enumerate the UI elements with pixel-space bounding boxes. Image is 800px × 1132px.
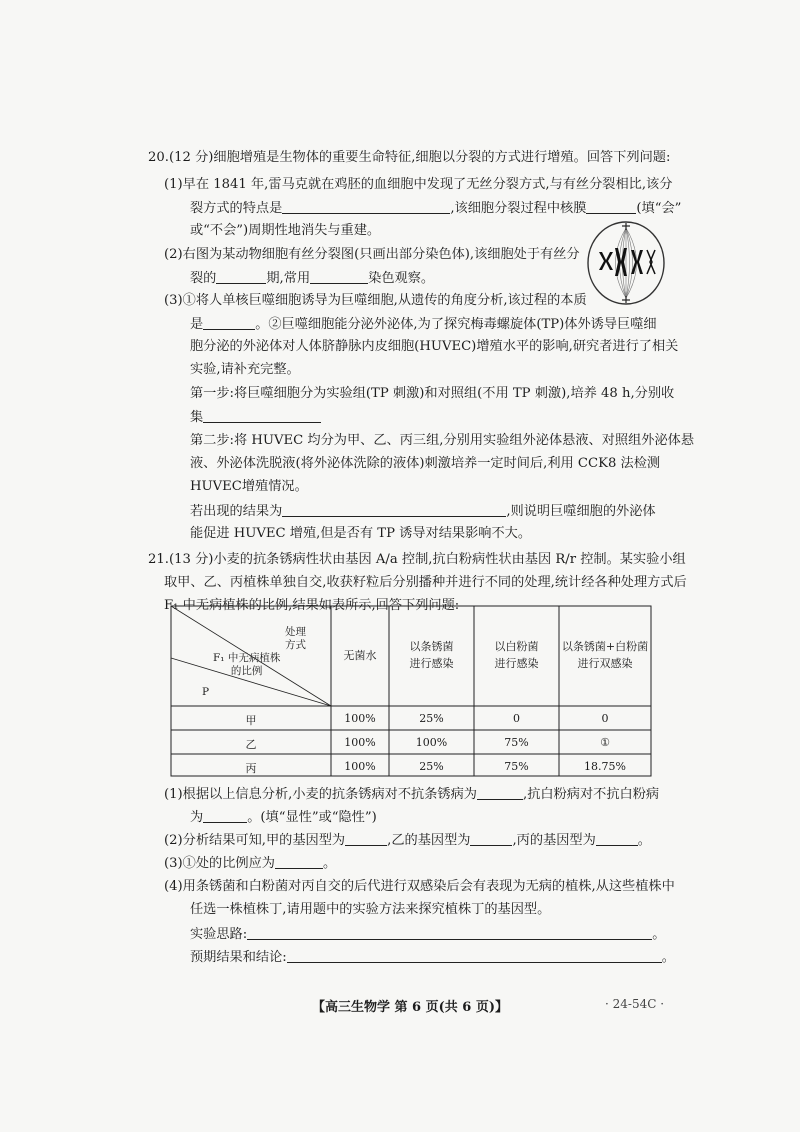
q20-part3-line4: 实验,请补充完整。	[190, 362, 300, 377]
answer-blank[interactable]	[282, 502, 506, 517]
answer-blank[interactable]	[203, 808, 247, 823]
answer-blank[interactable]	[203, 315, 255, 330]
q21-part4-idea: 实验思路: 。	[190, 927, 666, 942]
q21-part4-line1: (4)用条锈菌和白粉菌对丙自交的后代进行双感染后会有表现为无病的植株,从这些植株中	[164, 879, 675, 894]
q20-part1-line2: 裂方式的特点是 ,该细胞分裂过程中核膜 (填“会”	[190, 201, 682, 216]
q21-part1-line1: (1)根据以上信息分析,小麦的抗条锈病对不抗条锈病为 ,抗白粉病对不抗白粉病	[164, 787, 660, 802]
q20-part3-line2: 是 。②巨噬细胞能分泌外泌体,为了探究梅毒螺旋体(TP)体外诱导巨噬细	[190, 317, 657, 332]
q20-step2-line2: 液、外泌体洗脱液(将外泌体洗除的液体)刺激培养一定时间后,利用 CCK8 法检测	[190, 456, 661, 471]
table-cell: 18.75%	[584, 760, 626, 773]
table-cell: 25%	[419, 760, 444, 773]
diag-header-parent: P	[202, 686, 210, 698]
answer-blank[interactable]	[275, 854, 323, 869]
paper-code: · 24-54C ·	[605, 997, 665, 1011]
q20-step2-line3: HUVEC增殖情况。	[190, 479, 308, 494]
answer-blank[interactable]	[216, 269, 266, 284]
answer-blank[interactable]	[586, 199, 636, 214]
answer-blank[interactable]	[596, 831, 638, 846]
page-footer: 【高三生物学 第 6 页(共 6 页)】	[312, 1000, 509, 1015]
q20-part2-line1: (2)右图为某动物细胞有丝分裂图(只画出部分染色体),该细胞处于有丝分	[164, 247, 580, 262]
answer-blank[interactable]	[470, 831, 512, 846]
table-cell: 0	[513, 712, 520, 725]
table-cell: 100%	[344, 760, 376, 773]
q20-step1-line2: 集	[190, 408, 321, 427]
q20-step1-line1: 第一步:将巨噬细胞分为实验组(TP 刺激)和对照组(不用 TP 刺激),培养 48 h,分别收	[190, 386, 675, 401]
q21-part1-line2: 为 。(填“显性”或“隐性”)	[190, 810, 377, 825]
q20-part1-line1: (1)早在 1841 年,雷马克就在鸡胚的血细胞中发现了无丝分裂方式,与有丝分裂相比,该分	[164, 177, 673, 192]
row-label: 乙	[245, 738, 257, 751]
q20-part3-line3: 胞分泌的外泌体对人体脐静脉内皮细胞(HUVEC)增殖水平的影响,研究者进行了相关	[190, 339, 679, 354]
table-cell: 0	[601, 712, 609, 725]
q20-part1-line3: 或“不会”)周期性地消失与重建。	[190, 223, 381, 238]
table-cell: 75%	[504, 736, 529, 749]
q20-step2-line1: 第二步:将 HUVEC 均分为甲、乙、丙三组,分别用实验组外泌体悬液、对照组外泌体悬	[190, 433, 695, 448]
diag-header-ratio: F₁ 中无病植株 的比例	[213, 652, 281, 677]
table-cell: 100%	[344, 736, 376, 749]
q20-part2-line2: 裂的 期,常用 染色观察。	[190, 271, 435, 286]
table-cell: 100%	[415, 736, 448, 749]
answer-blank[interactable]	[282, 199, 450, 214]
row-label: 丙	[245, 762, 257, 775]
table-cell: 100%	[344, 712, 376, 725]
answer-line[interactable]	[287, 948, 662, 963]
row-label: 甲	[245, 714, 257, 727]
q21-part3: (3)①处的比例应为 。	[164, 856, 337, 871]
q21-intro-line2: 取甲、乙、丙植株单独自交,收获籽粒后分别播种并进行不同的处理,统计经各种处理方式后	[164, 575, 687, 590]
mitosis-cell-figure	[585, 220, 667, 306]
col-header: 无菌水	[343, 649, 377, 662]
q20-result-line2: 能促进 HUVEC 增殖,但是否有 TP 诱导对结果影响不大。	[190, 526, 532, 541]
diag-header-treatment: 处理 方式	[285, 626, 306, 651]
col-header: 以白粉菌 进行感染	[494, 640, 539, 670]
q21-part2: (2)分析结果可知,甲的基因型为 ,乙的基因型为 ,丙的基因型为 。	[164, 833, 651, 848]
q20-part3-line1: (3)①将人单核巨噬细胞诱导为巨噬细胞,从遗传的角度分析,该过程的本质	[164, 293, 587, 308]
q21-title: 21.(13 分)小麦的抗条锈病性状由基因 A/a 控制,抗白粉病性状由基因 R/r 控制。某实验小组	[148, 552, 686, 567]
table-cell: 25%	[419, 712, 444, 725]
answer-blank[interactable]	[345, 831, 387, 846]
answer-blank[interactable]	[310, 269, 368, 284]
q21-intro-line3: F₁ 中无病植株的比例,结果如表所示,回答下列问题:	[164, 598, 460, 613]
q21-part4-line2: 任选一株植株丁,请用题中的实验方法来探究植株丁的基因型。	[190, 902, 551, 917]
col-header: 以条锈菌 进行感染	[409, 640, 454, 670]
answer-line[interactable]	[247, 925, 652, 940]
col-header: 以条锈菌+白粉菌 进行双感染	[561, 640, 649, 670]
answer-blank[interactable]	[203, 408, 321, 423]
q21-part4-conclusion: 预期结果和结论: 。	[190, 950, 675, 965]
table-cell: 75%	[504, 760, 529, 773]
table-cell: ①	[600, 736, 610, 749]
q20-title: 20.(12 分)细胞增殖是生物体的重要生命特征,细胞以分裂的方式进行增殖。回答下列问题:	[148, 150, 671, 165]
q20-result-line1: 若出现的结果为 ,则说明巨噬细胞的外泌体	[190, 504, 656, 519]
answer-blank[interactable]	[477, 785, 523, 800]
